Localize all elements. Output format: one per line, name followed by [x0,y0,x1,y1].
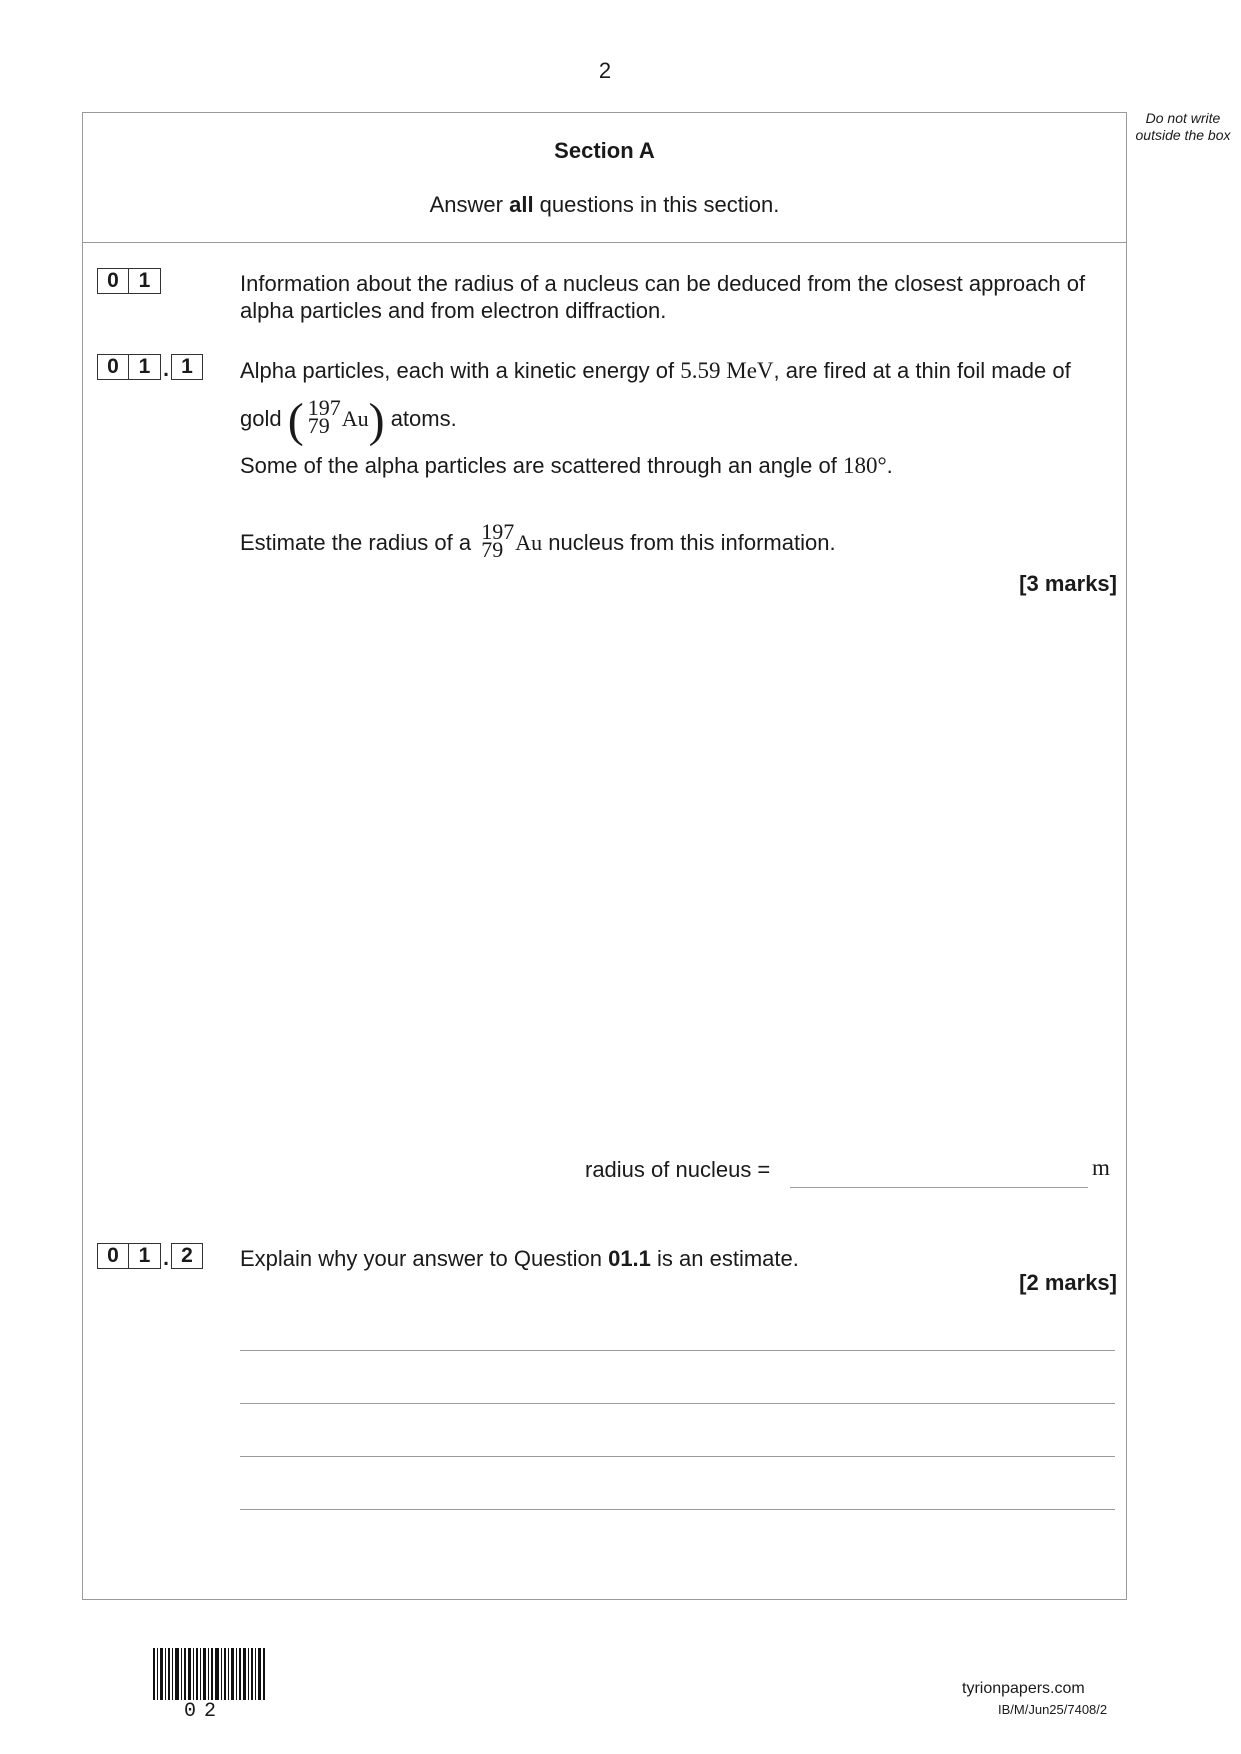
footer-site: tyrionpapers.com [962,1680,1085,1697]
answer-line[interactable] [240,1456,1115,1457]
question-01-1-line2 [240,394,457,447]
question-01-number [97,268,161,294]
text-bold: 01.1 [608,1246,651,1271]
line2-prefix: gold [240,406,288,431]
margin-note: Do not write outside the box [1135,110,1231,143]
question-01-1-line1 [240,357,1071,384]
answer-line[interactable] [240,1350,1115,1351]
radius-unit: m [1092,1155,1110,1180]
estimate-suffix: nucleus from this information. [542,530,836,555]
question-01-2-number [97,1243,203,1269]
mass-number: 197 [481,519,515,544]
barcode [153,1648,265,1700]
question-digit: 1 [129,354,161,380]
radius-answer-field[interactable] [790,1187,1088,1188]
page-number: 2 [598,58,612,83]
question-digit: 2 [171,1243,203,1269]
question-01-1-number [97,354,203,380]
question-digit: 0 [97,1243,129,1269]
footer-code: IB/M/Jun25/7408/2 [998,1702,1108,1717]
radius-label: radius of nucleus = [585,1157,771,1182]
close-paren: ) [368,394,385,447]
line1-suffix: , are fired at a thin foil made of [773,358,1071,383]
energy-value: 5.59 MeV [680,358,774,383]
question-01-1-estimate [240,519,836,564]
text-suffix: is an estimate. [650,1246,799,1271]
question-digit: 0 [97,354,129,380]
line2-suffix: atoms. [384,406,457,431]
question-01-2-text [240,1245,799,1272]
mass-number: 197 [307,395,341,420]
section-divider [83,242,1126,243]
question-01-text: Information about the radius of a nucleus can be deduced from the closest approach of alpha particles and from electron diffraction. [240,271,1086,323]
answer-line[interactable] [240,1403,1115,1404]
answer-box [82,112,1127,1600]
gold-nuclide [477,519,515,564]
instruction-bold: all [509,192,534,217]
instruction-prefix: Answer [429,192,510,217]
gold-nuclide [304,395,342,440]
section-title: Section A [554,138,655,163]
element-symbol: Au [341,406,369,431]
open-paren: ( [287,394,304,447]
question-digit: 1 [129,1243,161,1269]
answer-line[interactable] [240,1509,1115,1510]
section-instruction [82,192,1127,218]
question-dot: . [163,1247,169,1270]
atomic-number: 79 [481,537,504,562]
question-digit: 1 [129,268,161,294]
scatter-angle: 180° [842,453,887,478]
question-digit: 1 [171,354,203,380]
atomic-number: 79 [307,413,330,438]
barcode-number: 02 [184,1700,225,1723]
instruction-suffix: questions in this section. [533,192,780,217]
element-symbol: Au [515,530,543,555]
scatter-suffix: . [886,453,893,478]
question-digit: 0 [97,268,129,294]
estimate-prefix: Estimate the radius of a [240,530,478,555]
line1-prefix: Alpha particles, each with a kinetic energy of [240,358,681,383]
question-01-1-scatter [240,452,893,479]
text-prefix: Explain why your answer to Question [240,1246,609,1271]
question-dot: . [163,358,169,381]
question-01-2-marks: [2 marks] [1019,1270,1117,1295]
question-01-1-marks: [3 marks] [1019,571,1117,596]
scatter-prefix: Some of the alpha particles are scattered through an angle of [240,453,843,478]
